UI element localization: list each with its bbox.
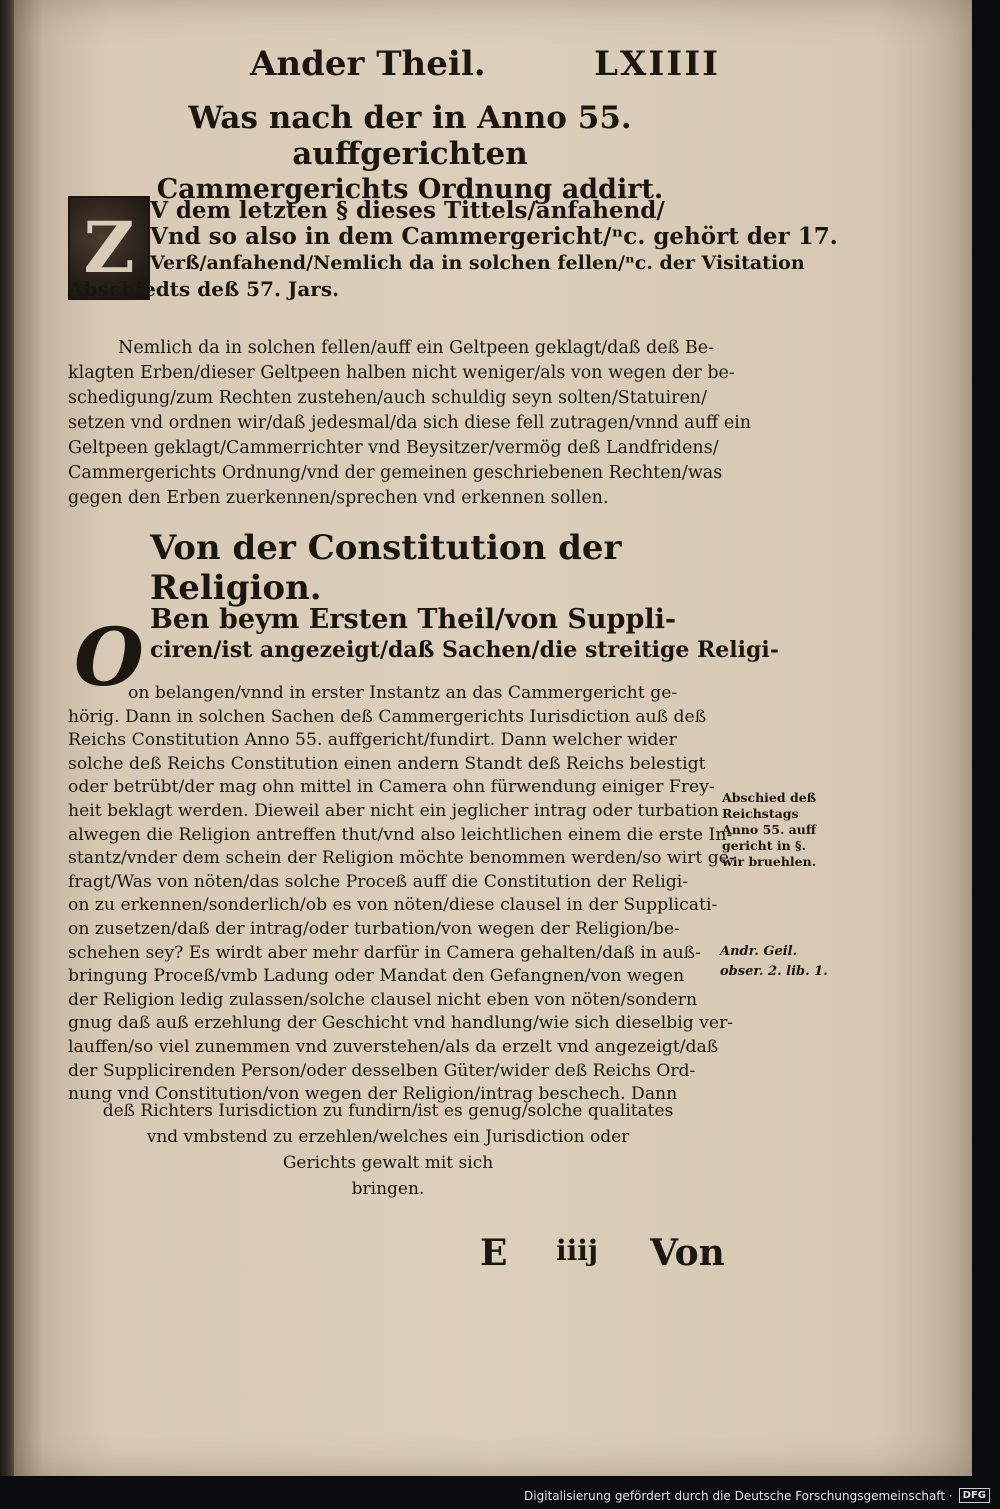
- text-line: Reichs Constitution Anno 55. auffgericht/fundirt. Dann welcher wider: [68, 730, 677, 751]
- marginal-line: Reichstags: [722, 806, 799, 821]
- paragraph-statute: [68, 336, 752, 511]
- text-line: hörig. Dann in solchen Sachen deß Cammergerichts Iurisdiction auß deß: [68, 706, 707, 727]
- marginal-line: Andr. Geil.: [720, 944, 798, 959]
- text-line: stantz/vnder dem schein der Religion möchte benommen werden/so wirt ge-: [68, 848, 735, 869]
- text-line: Gerichts gewalt mit sich: [282, 1153, 494, 1173]
- running-head-title: Ander Theil.: [250, 44, 486, 84]
- text-line: oder betrübt/der mag ohn mittel in Camera ohn fürwendung einiger Frey-: [68, 777, 715, 798]
- section-heading-line-1: Was nach der in Anno 55. auffgerichten: [188, 100, 632, 172]
- scan-bottom-band: [0, 1476, 1000, 1509]
- text-line: Ben beym Ersten Theil/von Suppli-: [150, 604, 677, 635]
- marginal-note-gail: [720, 942, 830, 982]
- text-line: setzen vnd ordnen wir/daß jedesmal/da sich diese fell zutragen/vnnd auff ein: [68, 413, 752, 433]
- signature-number: iiij: [556, 1234, 599, 1267]
- text-line: on belangen/vnnd in erster Instantz an das Cammergericht ge-: [128, 683, 678, 703]
- decorated-initial-z: Z: [68, 196, 150, 300]
- dfg-logo: DFG: [959, 1488, 990, 1503]
- catchword: Von: [650, 1232, 725, 1274]
- paragraph-intro: [68, 197, 838, 301]
- text-line: bringen.: [351, 1179, 425, 1199]
- text-line: on zusetzen/daß der intrag/oder turbation/von wegen der Religion/be-: [68, 918, 680, 939]
- scan-right-edge: [972, 0, 1000, 1476]
- marginal-line: Anno 55. auff: [722, 822, 817, 837]
- text-line: der Supplicirenden Person/oder desselben Güter/wider deß Reichs Ord-: [68, 1060, 696, 1081]
- paragraph-religion-closing: [68, 1098, 708, 1202]
- footer-credit: [524, 1488, 990, 1503]
- paragraph-religion-lead: [150, 604, 779, 666]
- marginal-note-reichsabschied: [722, 790, 822, 870]
- text-line: alwegen die Religion antreffen thut/vnd also leichtlichen einem die erste In-: [68, 824, 733, 845]
- signature-mark: E: [480, 1232, 508, 1274]
- text-line: V dem letzten § dieses Tittels/anfahend/: [150, 197, 665, 224]
- running-head: [250, 44, 720, 92]
- text-line: der Religion ledig zulassen/solche clausel nicht eben von nöten/sondern: [68, 989, 698, 1010]
- text-line: Verß/anfahend/Nemlich da in solchen fellen/ⁿc. der Visitation: [150, 252, 805, 274]
- text-line: heit beklagt werden. Dieweil aber nicht ein jeglicher intrag oder turbation: [68, 800, 719, 821]
- text-line: Cammergerichts Ordnung/vnd der gemeinen geschriebenen Rechten/was: [68, 463, 723, 483]
- decorated-initial-o: O: [74, 610, 144, 704]
- text-line: klagten Erben/dieser Geltpeen halben nicht weniger/als von wegen der be-: [68, 363, 735, 383]
- text-line: solche deß Reichs Constitution einen andern Standt deß Reichs belestigt: [68, 753, 706, 774]
- marginal-line: Abschied deß: [722, 790, 817, 805]
- page-number: LXIIII: [594, 44, 720, 84]
- text-line: on zu erkennen/sonderlich/ob es von nöten/diese clausel in der Supplicati-: [68, 895, 718, 916]
- text-line: bringung Proceß/vmb Ladung oder Mandat den Gefangnen/von wegen: [68, 966, 685, 987]
- text-line: gegen den Erben zuerkennen/sprechen vnd erkennen sollen.: [68, 488, 609, 508]
- text-line: vnd vmbstend zu erzehlen/welches ein Jurisdiction oder: [146, 1127, 630, 1147]
- text-line: schedigung/zum Rechten zustehen/auch schuldig seyn solten/Statuiren/: [68, 388, 707, 408]
- marginal-line: obser. 2. lib. 1.: [720, 964, 828, 979]
- text-line: nung vnd Constitution/von wegen der Religion/intrag beschech. Dann: [68, 1084, 678, 1105]
- text-line: ciren/ist angezeigt/daß Sachen/die streitige Religi-: [150, 637, 779, 663]
- text-line: fragt/Was von nöten/das solche Proceß auff die Constitution der Religi-: [68, 871, 689, 892]
- scan-left-edge: [0, 0, 14, 1509]
- text-line: gnug daß auß erzehlung der Geschicht vnd handlung/wie sich dieselbig ver-: [68, 1013, 734, 1034]
- section-heading-religion: Von der Constitution der Religion.: [150, 528, 622, 608]
- text-line: Vnd so also in dem Cammergericht/ⁿc. gehört der 17.: [150, 223, 838, 250]
- text-line: deß Richters Iurisdiction zu fundirn/ist es genug/solche qualitates: [102, 1101, 674, 1121]
- text-line: schehen sey? Es wirdt aber mehr darfür in Camera gehalten/daß in auß-: [68, 942, 701, 963]
- footer-text: Digitalisierung gefördert durch die Deutsche Forschungsgemeinschaft ·: [524, 1488, 953, 1503]
- section-heading: [110, 100, 710, 208]
- marginal-line: gericht in §.: [722, 838, 806, 853]
- text-line: lauffen/so viel zunemmen vnd zuverstehen/als da erzelt vnd angezeigt/daß: [68, 1036, 719, 1057]
- text-line: Nemlich da in solchen fellen/auff ein Geltpeen geklagt/daß deß Be-: [118, 338, 714, 358]
- text-line: Geltpeen geklagt/Cammerrichter vnd Beysitzer/vermög deß Landfridens/: [68, 438, 719, 458]
- text-line: Abschiedts deß 57. Jars.: [68, 277, 340, 301]
- section-heading-line-2: Cammergerichts Ordnung addirt.: [156, 174, 664, 205]
- marginal-line: wir bruehlen.: [722, 854, 817, 869]
- paragraph-religion-body: [68, 682, 735, 1107]
